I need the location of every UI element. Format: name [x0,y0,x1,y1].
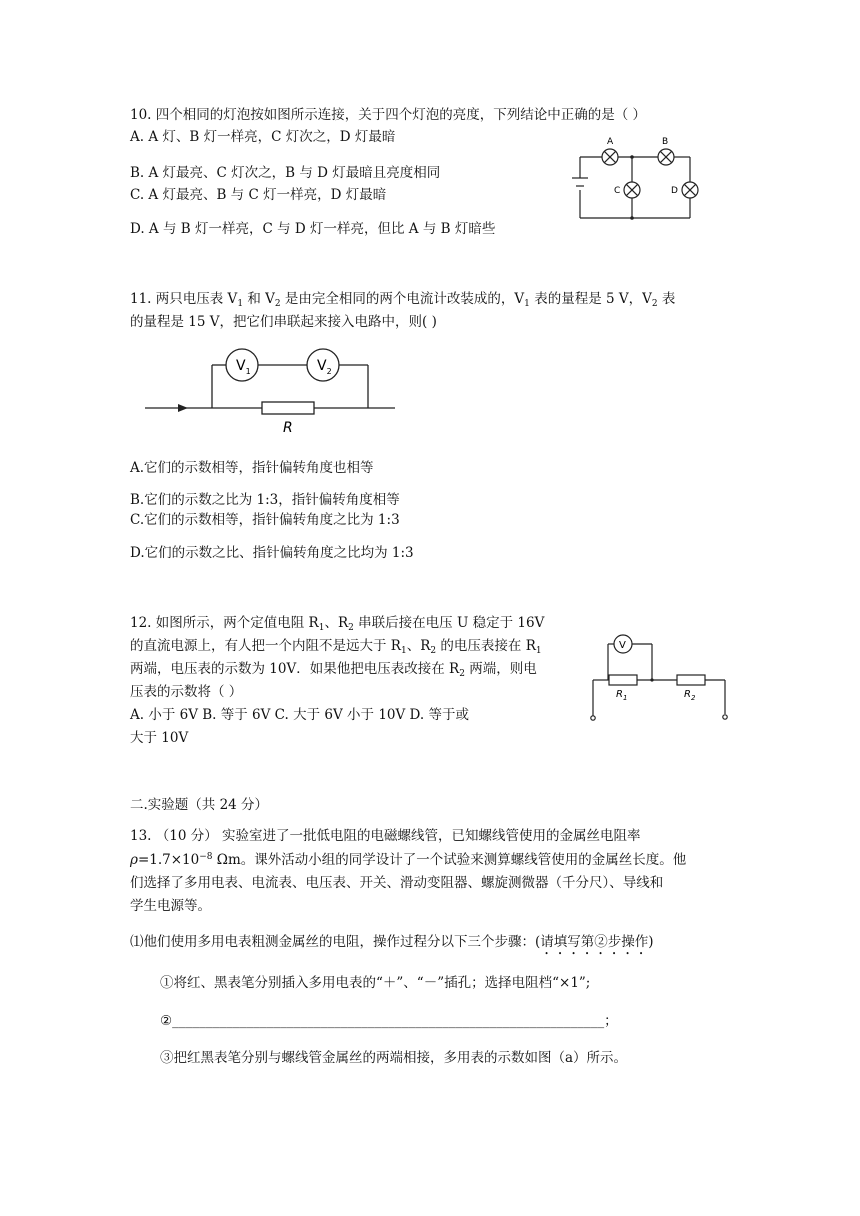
q11-option-a: A.它们的示数相等，指针偏转角度也相等 [130,460,374,476]
q13-step1: ①将红、黑表笔分别插入多用电表的“＋”、“－”插孔；选择电阻档“×1”; [160,975,591,991]
lamp-a-label: A [607,137,614,147]
q13-step3: ③把红黑表笔分别与螺线管金属丝的两端相接，多用表的示数如图（a）所示。 [160,1050,628,1066]
section-title: 二.实验题（共 24 分） [130,797,269,813]
resistor-r-label: R [283,420,293,436]
lamp-d-label: D [671,186,678,196]
q10-stem: 10. 四个相同的灯泡按如图所示连接，关于四个灯泡的亮度，下列结论中正确的是（ ） [130,107,647,123]
q11-option-d: D.它们的示数之比、指针偏转角度之比均为 1:3 [130,545,414,561]
q12-line4: 压表的示数将（ ） [130,684,243,700]
q12-line1: 12. 如图所示，两个定值电阻 $R_1$、$R_2$ 串联后接在电压 U 稳定于 16V [130,615,545,633]
q12-line5: A. 小于 6V B. 等于 6V C. 大于 6V 小于 10V D. 等于或 [130,707,469,723]
q12-line2: 的直流电源上，有人把一个内阻不是远大于 $R_1$、$R_2$ 的电压表接在 $R_1$ [130,638,542,656]
q11-option-b: B.它们的示数之比为 1:3，指针偏转角度相等 [130,492,400,508]
q12-line3: 两端，电压表的示数为 10V．如果他把电压表改接在 $R_2$ 两端，则电 [130,661,537,679]
q10-lamp-circuit-diagram [570,130,730,225]
v2-label: $V_2$ [317,358,332,376]
q11-voltmeter-circuit-diagram [140,345,400,435]
q13-line3: 们选择了多用电表、电流表、电压表、开关、滑动变阻器、螺旋测微器（千分尺）、导线和 [130,875,664,891]
lamp-c-label: C [614,186,621,196]
r2-label: $R_2$ [684,689,696,702]
lamp-b-label: B [662,137,669,147]
q10-option-b: B. A 灯最亮、C 灯次之，B 与 D 灯最暗且亮度相同 [130,165,441,181]
q13-line4: 学生电源等。 [130,898,211,914]
q11-stem-line2: 的量程是 15 V，把它们串联起来接入电路中，则( ) [130,314,437,330]
q11-stem-line1: 11. 两只电压表 $V_1$ 和 $V_2$ 是由完全相同的两个电流计改装成的，$V_1$ 表的量程是 5 V，$V_2$ 表 [130,291,676,309]
q10-option-c: C. A 灯最亮、B 与 C 灯一样亮，D 灯最暗 [130,187,387,203]
v1-label: $V_1$ [236,358,251,376]
q13-step2: ②________________________________________________________________； [160,1013,618,1029]
q10-option-a: A. A 灯、B 灯一样亮，C 灯次之，D 灯最暗 [130,129,396,145]
voltmeter-v-label: V [619,640,626,651]
q13-step2-answer-blank[interactable]: ________________________________________________________________ [172,1013,605,1029]
q10-option-d: D. A 与 B 灯一样亮，C 与 D 灯一样亮，但比 A 与 B 灯暗些 [130,221,496,237]
q12-line6: 大于 10V [130,730,189,746]
r1-label: $R_1$ [616,689,628,702]
q11-option-c: C.它们的示数相等，指针偏转角度之比为 1:3 [130,512,400,528]
q13-line1: 13. （10 分） 实验室进了一批低电阻的电磁螺线管，已知螺线管使用的金属丝电阻率 [130,828,641,844]
q13-line2: $\rho=1.7\times 10^{-8}$ Ωm。课外活动小组的同学设计了一个试验来测算螺线管使用的金属丝长度。他 [130,852,687,868]
q13-part1: ⑴他们使用多用电表粗测金属丝的电阻，操作过程分以下三个步骤：(请填写第②步操作) [130,934,654,950]
q12-series-resistor-circuit-diagram [585,630,735,725]
